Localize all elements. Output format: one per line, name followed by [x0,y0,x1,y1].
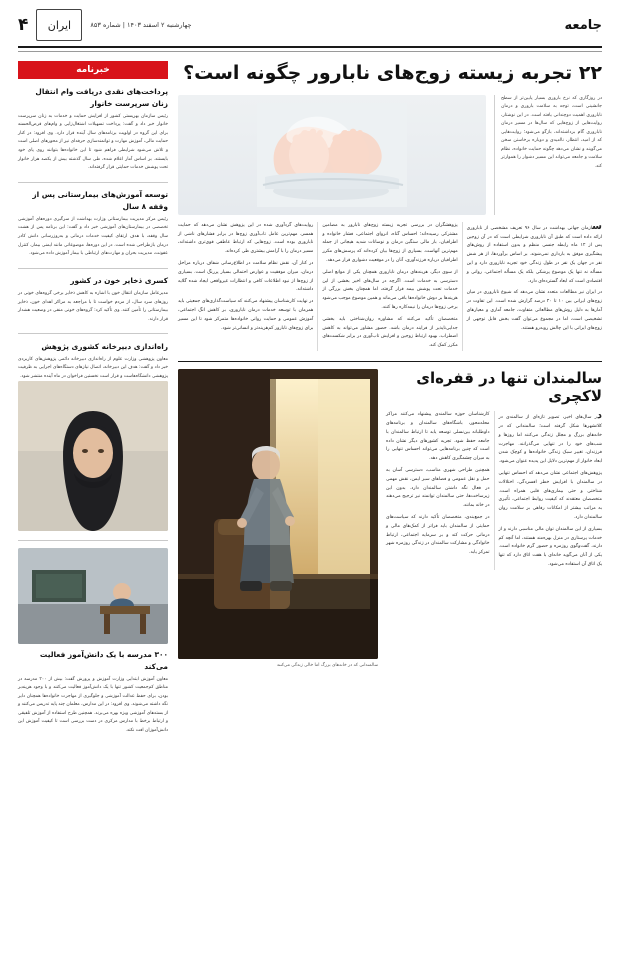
sidebar-badge: خبرنامه [18,61,168,79]
baby-feet-illustration [257,103,407,207]
sidebar-news-item[interactable] [18,548,168,736]
sidebar-news-item[interactable] [18,341,168,531]
sidebar-news-item[interactable] [18,86,168,173]
feature-head [178,369,602,669]
feature-text [386,369,602,570]
elderly-man-illustration [178,369,378,659]
page-title: ۲۲ تجربه زیسته زوج‌های نابارور چگونه است؟ [183,62,602,85]
page-body [14,51,606,744]
sidebar-item-body: رئیس سازمان بهزیستی کشور از افزایش حمایت و خدمات به زنان سرپرست خانوار خبر داد و گفت: پرداخت تسهیلات اشتغال‌زایی و وام‌های قرض‌الحسنه برای این گروه در اولویت برنامه‌های سال آینده قرار دارد. وی افزود: در کنار حمایت مالی، آموزش مهارت و توانمندسازی حرفه‌ای نیز از محورهای اصلی است و تلاش می‌شود شرایطی فراهم شود تا این خانواده‌ها بتوانند روی پای خود بایستند. بر اساس آمار اعلام شده، طی سال گذشته بیش از یکصد هزار خانوار تحت پوشش خدمات حمایتی قرار گرفته‌اند. [18,113,168,171]
sidebar-divider [18,182,168,183]
feature-image [178,369,378,659]
feature-caption: سالمندانی که در خانه‌های بزرگ اما خالی زندگی می‌کنند [276,663,378,669]
sidebar-item-title: پرداخت‌های نقدی دریافت وام انتقال زنان سرپرست خانوار [35,87,168,108]
sidebar-item-body: معاون آموزش ابتدایی وزارت آموزش و پرورش گفت: بیش از ۳۰۰ مدرسه در مناطق کم‌جمعیت کشور تنها با یک دانش‌آموز فعالیت می‌کنند و با وجود هزینه‌بر بودن، برای حفظ عدالت آموزشی و جلوگیری از مهاجرت خانواده‌ها همچنان دایر نگه داشته می‌شوند. وی افزود: در این مدارس، معلمان چند پایه تدریس می‌کنند و از بسته‌های آموزشی ویژه بهره می‌برند. همچنین طرح استفاده از آموزش تلفیقی و ارتباط برخط با مدارس مرکزی در دست بررسی است تا کیفیت آموزش این دانش‌آموزان افت نکند. [18,676,168,733]
article-paragraph: در کنار آن، نقش نظام سلامت در اطلاع‌رسانی شفاف درباره مراحل درمان، میزان موفقیت و عوارض احتمالی بسیار پررنگ است. بسیاری از زوج‌ها از نبود اطلاعات کافی و انتظارات غیرواقعی ایجاد شده گلایه داشته‌اند. [178,260,314,293]
sidebar-item-title: ۳۰۰ مدرسه با یک دانش‌آموز فعالیت می‌کند [39,649,168,671]
sidebar-item-body: مدیرعامل سازمان انتقال خون با اشاره به کاهش ذخایر برخی گروه‌های خونی در روزهای سرد سال، از مردم خواست تا با مراجعه به مراکز اهدای خون، ذخایر بیمارستانی را تأمین کنند. وی تأکید کرد: گروه‌های خونی منفی در وضعیت هشدار قرار دارند. [18,291,168,322]
section-title: جامعه [564,17,602,33]
main-column [178,59,602,744]
article-body [178,222,602,351]
sidebar-photo [18,548,168,644]
sidebar-news-item[interactable] [18,189,168,258]
feature-paragraph: در سال‌های اخیر، تصویر تازه‌ای از سالمندی در کلانشهرها شکل گرفته است؛ سالمندانی که در خانه‌های بزرگ و مجلل زندگی می‌کنند اما روزها و شب‌های خود را در تنهایی می‌گذرانند. مهاجرت فرزندان، تغییر سبک زندگی خانواده‌ها و کوچک شدن ابعاد خانوار از مهم‌ترین دلایل این پدیده عنوان می‌شود. [498,410,602,465]
sidebar-divider [18,540,168,541]
article-paragraph: سازمان جهانی بهداشت در سال ۹۶ تعریف مشخصی از ناباروری ارائه داده است که طبق آن ناباروری شرایطی است که در آن زوجین پس از ۱۲ ماه رابطه جنسی منظم و بدون استفاده از روش‌های پیشگیری موفق به بارداری نمی‌شوند. بر اساس برآوردها، از هر شش نفر در جهان یک نفر در طول زندگی خود تجربه ناباروری دارد و این مسأله نه تنها یک موضوع پزشکی بلکه یک مسأله اجتماعی، روانی و اقتصادی است که ابعاد گسترده‌ای دارد. [466,220,602,284]
article-paragraph: در نهایت کارشناسان پیشنهاد می‌کنند که سیاست‌گذاری‌های جمعیتی باید همزمان با توسعه خدمات درمان ناباروری، بر کاهش انگ اجتماعی، آموزش عمومی و حمایت روانی خانواده‌ها متمرکز شود تا این مسیر برای زوج‌های نابارور کم‌هزینه‌تر و انسانی‌تر شود. [178,299,314,331]
feature-paragraph: پژوهش‌های اجتماعی نشان می‌دهد که احساس تنهایی در سالمندان با افزایش خطر افسردگی، اختلالات شناختی و حتی بیماری‌های قلبی همراه است. متخصصان معتقدند که کیفیت روابط اجتماعی، تأثیری به مراتب بیشتر از امکانات رفاهی بر سلامت روان سالمندان دارد. [498,470,602,521]
masthead [14,0,606,46]
page-number: ۴ [18,14,29,35]
feature-paragraph: بسیاری از این سالمندان توان مالی مناسبی دارند و از خدمات پرستاری در منزل بهره‌مند هستند، اما آنچه کم دارند، گفت‌وگوی روزمره و حضور گرم خانواده است. یکی از آنان می‌گوید خانه‌ای با هفت اتاق دارد که تنها یک اتاق آن استفاده می‌شود. [498,526,602,568]
sidebar-portrait-photo [18,381,168,531]
feature-image-wrap [178,369,378,669]
sidebar-divider [18,333,168,334]
lead-block [178,95,602,215]
article-paragraph: روایت‌های گردآوری شده در این پژوهش نشان می‌دهد که حمایت همسر، مهم‌ترین عامل تاب‌آوری زوج‌ها در برابر فشارهای ناشی از ناباروری بوده است. زوج‌هایی که ارتباط عاطفی قوی‌تری داشته‌اند، مسیر درمان را با آرامش بیشتری طی کرده‌اند. [178,222,314,255]
lead-caption: در روزگاری که نرخ باروری بسیار پایین‌تر از سطح جانشینی است، توجه به سلامت باروری و درمان ناباروری اهمیت دوچندانی یافته است. در این نوشتار، روایت‌هایی از زوج‌هایی که سال‌ها در مسیر درمان ناباروری گام برداشته‌اند، بازگو می‌شود؛ روایت‌هایی که از امید، انتظار، ناامیدی و دوباره برخاستن سخن می‌گویند و نشان می‌دهد چگونه حمایت خانواده، نظام سلامت و جامعه می‌تواند این مسیر دشوار را هموارتر کند. [494,95,602,215]
feature-paragraph: همچنین طراحی شهری مناسب، دسترسی آسان به حمل و نقل عمومی و فضاهای سبز ایمن، نقش مهمی در فعال نگه داشتن سالمندان دارد. بدون این زیرساخت‌ها، حتی سالمندان توانمند نیز ترجیح می‌دهند در خانه بمانند. [386,467,490,509]
lead-image [178,95,486,215]
classroom-illustration [18,548,168,644]
feature-body [386,411,602,570]
sidebar-item-title: راه‌اندازی دبیرخانه کشوری پژوهش [41,341,168,351]
sidebar-item-title: کسری ذخایر خون در کشور [70,276,168,286]
sidebar-news-item[interactable] [18,275,168,324]
article-paragraph: پژوهشگران در بررسی تجربه زیسته زوج‌های نابارور به مضامین مشترکی رسیده‌اند؛ احساس گناه، انزوای اجتماعی، فشار خانواده و اطرافیان، بار مالی سنگین درمان و نوسانات شدید هیجانی از جمله مهم‌ترین آنهاست. بسیاری از زوج‌ها بیان کرده‌اند که پرسش‌های مکرر اطرافیان درباره فرزندآوری، آنان را در موقعیت دشواری قرار می‌دهد. [322,222,458,263]
feature-title: سالمندان تنها در قفره‌ای لاکچری [416,369,602,406]
sidebar-item-body: رئیس مرکز مدیریت بیمارستانی وزارت بهداشت از سرگیری دوره‌های آموزشی تخصصی در بیمارستان‌های آموزشی خبر داد و گفت: این برنامه پس از هشت سال وقفه، با هدف ارتقای کیفیت خدمات درمانی و به‌روزرسانی دانش کادر درمان بازطراحی شده است. در این دوره‌ها، موضوعاتی مانند ایمنی بیمار، کنترل عفونت، مدیریت بحران و مهارت‌های ارتباطی با بیمار آموزش داده می‌شود. [18,216,168,257]
feature-paragraph: در جمع‌بندی، متخصصان تأکید دارند که سیاست‌های حمایتی از سالمندان باید فراتر از کمک‌های مالی و درمانی حرکت کند و بر سرمایه اجتماعی، ارتباط خانوادگی و مشارکت سالمندان در زندگی روزمره شهر تمرکز یابد. [386,515,490,556]
masthead-identity [18,9,192,41]
sidebar-item-body: معاون پژوهشی وزارت علوم از راه‌اندازی دبیرخانه دائمی پژوهش‌های کاربردی خبر داد و گفت: هدف این دبیرخانه، اتصال نیازهای دستگاه‌های اجرایی به ظرفیت پژوهشی دانشگاه‌هاست و قرار است نخستین فراخوان در ماه آینده منتشر شود. [18,356,168,379]
sidebar-divider [18,268,168,269]
sidebar-item-title: توسعه آموزش‌های بیمارستانی پس از وقفه ۸ سال [32,190,168,212]
newspaper-logo: ایران [36,9,82,41]
article-paragraph: در ایران نیز مطالعات متعدد نشان می‌دهد که شیوع ناباروری در میان زوج‌های ایرانی بین ۱۰ تا ۲۰ درصد گزارش شده است. این تفاوت در آمارها به دلیل روش‌های مطالعاتی متفاوت، جامعه آماری و معیارهای تشخیصی است، اما در مجموع می‌توان گفت بخش قابل توجهی از زوج‌های ایرانی با این چالش روبه‌رو هستند. [466,290,602,331]
sidebar [18,59,168,744]
article-paragraph: متخصصان تأکید می‌کنند که مشاوره روان‌شناختی باید بخشی جدایی‌ناپذیر از فرایند درمان باشد. حضور مشاور می‌تواند به کاهش اضطراب، بهبود ارتباط زوجین و افزایش تاب‌آوری در برابر شکست‌های مکرر کمک کند. [322,316,458,349]
masthead-rule [18,46,602,48]
feature-article [178,361,602,669]
feature-paragraph: کارشناسان حوزه سالمندی پیشنهاد می‌کنند مراکز محله‌محور، باشگاه‌های سالمندان و برنامه‌های داوطلبانه بین‌نسلی توسعه یابد تا ارتباط سالمندان با جامعه حفظ شود. تجربه کشورهای دیگر نشان داده است که چنین برنامه‌هایی می‌تواند احساس تنهایی را به میزان چشمگیری کاهش دهد. [386,412,490,462]
article-paragraph: از سوی دیگر، هزینه‌های درمان ناباروری همچنان یکی از موانع اصلی دسترسی به خدمات است. اگرچه در سال‌های اخیر بخشی از این خدمات تحت پوشش بیمه قرار گرفته، اما همچنان بخش بزرگی از هزینه‌ها بر دوش خانواده‌ها باقی می‌ماند و همین موضوع موجب می‌شود برخی زوج‌ها درمان را نیمه‌کاره رها کنند. [322,269,458,311]
issue-date: چهارشنبه ۲ اسفند ۱۴۰۳ | شماره ۸۵۳ [90,21,192,29]
portrait-illustration [18,381,168,531]
